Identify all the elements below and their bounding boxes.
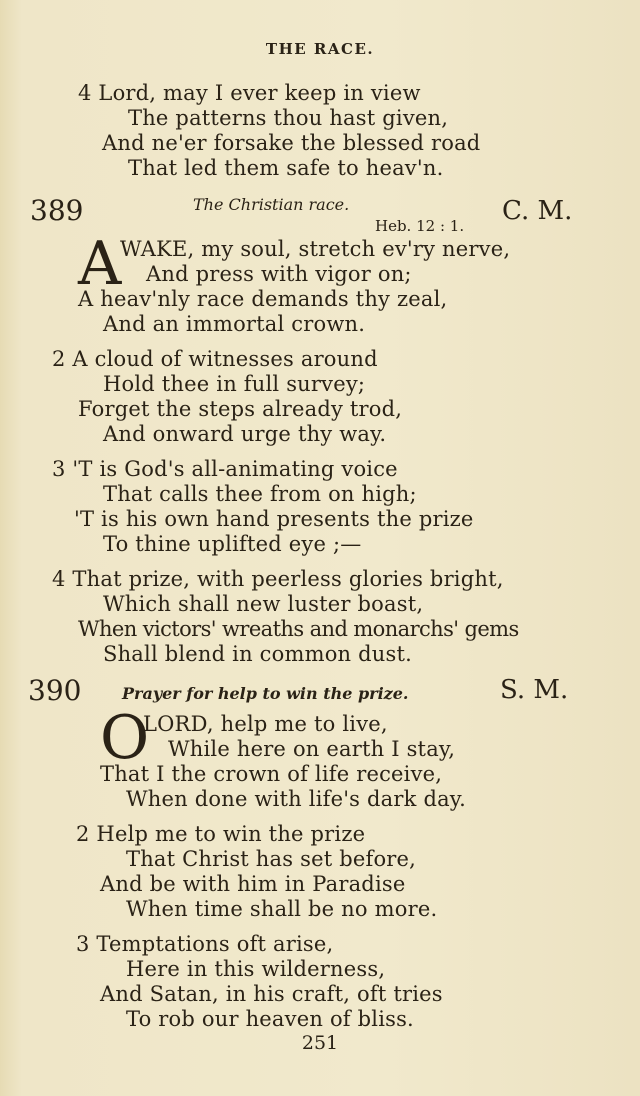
hymn-389-s2-line-4: And onward urge thy way.	[103, 422, 387, 446]
hymn-390-meter: S. M.	[500, 675, 569, 705]
hymn-389-s3-line-2: That calls thee from on high;	[103, 482, 417, 506]
prev-stanza-line-4: That led them safe to heav'n.	[128, 156, 444, 180]
prev-stanza-line-3: And ne'er forsake the blessed road	[102, 131, 481, 155]
hymn-390-s2-line-4: When time shall be no more.	[126, 897, 438, 921]
hymn-390-s1-line-4: When done with life's dark day.	[126, 787, 466, 811]
prev-stanza-line-2: The patterns thou hast given,	[128, 106, 449, 130]
hymn-390-s2-line-3: And be with him in Paradise	[100, 872, 406, 896]
page-number: 251	[301, 1032, 339, 1054]
hymn-390-number: 390	[28, 674, 82, 707]
hymn-389-s2-line-2: Hold thee in full survey;	[103, 372, 366, 396]
hymn-390-s1-line-3: That I the crown of life receive,	[100, 762, 443, 786]
hymn-389-s3-line-1: 3 'T is God's all-animating voice	[52, 457, 398, 481]
hymn-390-drop-cap: O	[100, 703, 150, 773]
hymn-389-s3-line-4: To thine uplifted eye ;—	[103, 532, 362, 556]
hymn-389-drop-cap: A	[78, 229, 122, 299]
hymn-390-s2-line-2: That Christ has set before,	[126, 847, 417, 871]
prev-stanza-line-1: 4 Lord, may I ever keep in view	[78, 81, 421, 105]
hymn-389-title: The Christian race.	[193, 195, 350, 214]
hymn-389-s4-line-2: Which shall new luster boast,	[103, 592, 424, 616]
hymn-389-s4-line-1: 4 That prize, with peerless glories bright,	[52, 567, 504, 591]
hymn-389-scripture-reference: Heb. 12 : 1.	[375, 217, 465, 235]
hymn-389-s1-line-2: And press with vigor on;	[146, 262, 412, 286]
hymn-390-s1-line-1: LORD, help me to live,	[143, 712, 388, 736]
hymn-389-s2-line-3: Forget the steps already trod,	[78, 397, 403, 421]
hymn-389-meter: C. M.	[502, 196, 573, 226]
hymn-389-s2-line-1: 2 A cloud of witnesses around	[52, 347, 378, 371]
hymn-389-number: 389	[30, 194, 84, 227]
hymn-390-title: Prayer for help to win the prize.	[122, 684, 409, 703]
hymn-390-s3-line-1: 3 Temptations oft arise,	[76, 932, 334, 956]
hymn-390-s3-line-4: To rob our heaven of bliss.	[126, 1007, 414, 1031]
hymn-389-s1-line-4: And an immortal crown.	[103, 312, 366, 336]
hymn-390-s3-line-2: Here in this wilderness,	[126, 957, 386, 981]
hymn-390-s2-line-1: 2 Help me to win the prize	[76, 822, 366, 846]
hymn-389-s4-line-4: Shall blend in common dust.	[103, 642, 413, 666]
hymn-390-s3-line-3: And Satan, in his craft, oft tries	[100, 982, 443, 1006]
hymn-389-s1-line-1: WAKE, my soul, stretch ev'ry nerve,	[120, 237, 511, 261]
hymn-390-s1-line-2: While here on earth I stay,	[168, 737, 456, 761]
hymn-389-s4-line-3: When victors' wreaths and monarchs' gems	[78, 617, 519, 641]
hymn-389-s3-line-3: 'T is his own hand presents the prize	[74, 507, 474, 531]
hymn-389-s1-line-3: A heav'nly race demands thy zeal,	[78, 287, 448, 311]
running-header: THE RACE.	[265, 40, 375, 58]
